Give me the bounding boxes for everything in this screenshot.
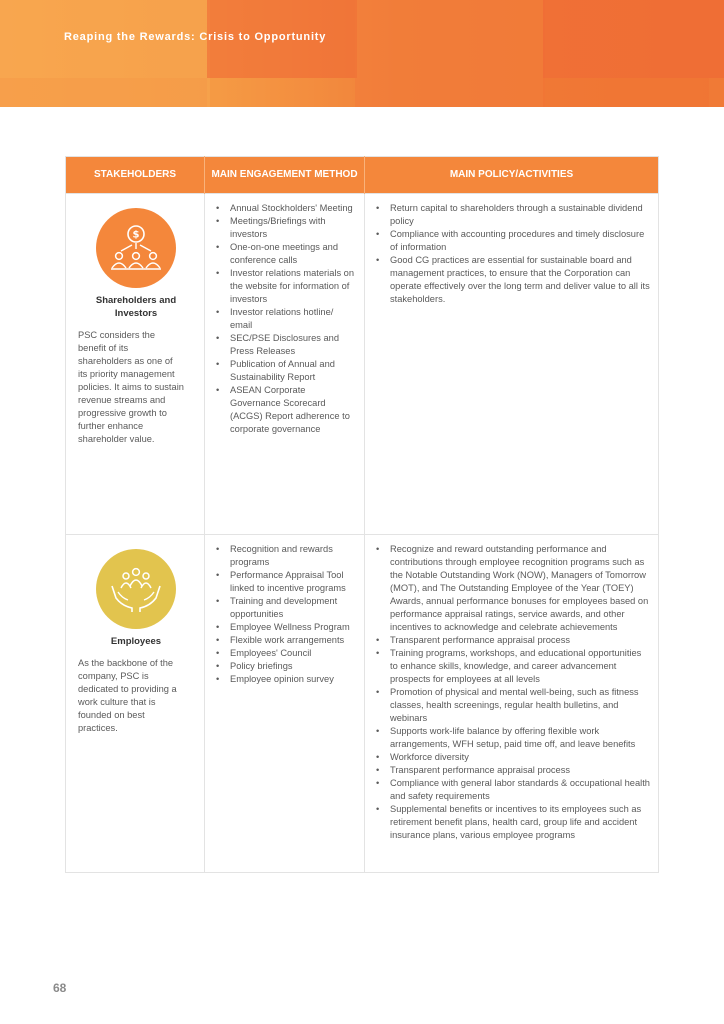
engagement-method-item: • Employee Wellness Program: [230, 621, 357, 634]
policy-activities-cell: [365, 535, 659, 873]
engagement-method-item: • ASEAN Corporate Governance Scorecard (ACGS) Report adherence to corporate governance: [230, 384, 357, 436]
policy-activity-item: • Transparent performance appraisal process: [390, 634, 651, 647]
policy-activities-list: [366, 536, 657, 850]
banner-block: [543, 78, 709, 107]
engagement-method-item: • Employees' Council: [230, 647, 357, 660]
engagement-method-item: • Annual Stockholders' Meeting: [230, 202, 357, 215]
policy-activity-item: • Transparent performance appraisal process: [390, 764, 651, 777]
engagement-method-item: • Training and development opportunities: [230, 595, 357, 621]
banner-block: [543, 0, 724, 78]
engagement-method-item: • SEC/PSE Disclosures and Press Releases: [230, 332, 357, 358]
people-in-hands-icon: [96, 549, 176, 629]
engagement-method-cell: [205, 535, 365, 873]
stakeholder-name: Shareholders and Investors: [95, 295, 177, 319]
table-row: [66, 535, 659, 873]
engagement-method-item: • Employee opinion survey: [230, 673, 357, 686]
engagement-method-cell: [205, 194, 365, 535]
engagement-method-item: • One-on-one meetings and conference calls: [230, 241, 357, 267]
policy-activity-item: • Workforce diversity: [390, 751, 651, 764]
stakeholder-table: [65, 156, 659, 873]
table-header-row: [66, 157, 659, 194]
engagement-method-item: • Flexible work arrangements: [230, 634, 357, 647]
engagement-method-list: [206, 536, 363, 694]
engagement-method-item: • Meetings/Briefings with investors: [230, 215, 357, 241]
policy-activity-item: • Compliance with general labor standards & occupational health and safety requirements: [390, 777, 651, 803]
header-banner: [0, 0, 724, 107]
engagement-method-item: • Investor relations materials on the website for information of investors: [230, 267, 357, 306]
banner-block: [355, 0, 545, 107]
column-header-stakeholders: STAKEHOLDERS: [66, 157, 205, 194]
money-network-icon: [96, 208, 176, 288]
page-number: 68: [53, 981, 67, 995]
policy-activity-item: • Supports work-life balance by offering flexible work arrangements, WFH setup, paid time off, and leave benefits: [390, 725, 651, 751]
policy-activity-item: • Compliance with accounting procedures and timely disclosure of information: [390, 228, 651, 254]
engagement-method-item: • Publication of Annual and Sustainability Report: [230, 358, 357, 384]
engagement-method-item: • Policy briefings: [230, 660, 357, 673]
stakeholder-cell: [66, 535, 205, 873]
table-row: [66, 194, 659, 535]
section-title: Reaping the Rewards: Crisis to Opportunity: [64, 31, 327, 43]
policy-activity-item: • Training programs, workshops, and educational opportunities to enhance skills, knowledge, and career advancement prospects for employees at all levels: [390, 647, 651, 686]
stakeholder-cell: [66, 194, 205, 535]
engagement-method-item: • Recognition and rewards programs: [230, 543, 357, 569]
policy-activities-list: [366, 195, 657, 314]
column-header-engagement-method: MAIN ENGAGEMENT METHOD: [205, 157, 365, 194]
column-header-policy-activities: MAIN POLICY/ACTIVITIES: [365, 157, 659, 194]
engagement-method-item: • Investor relations hotline/ email: [230, 306, 357, 332]
engagement-method-list: [206, 195, 363, 444]
svg-text:$: $: [132, 229, 140, 241]
policy-activity-item: • Supplemental benefits or incentives to its employees such as retirement benefit plans, health card, group life and accident insurance plans, various employee programs: [390, 803, 651, 842]
engagement-method-item: • Performance Appraisal Tool linked to incentive programs: [230, 569, 357, 595]
policy-activity-item: • Promotion of physical and mental well-being, such as fitness classes, health screenings, regular health bulletins, and webinars: [390, 686, 651, 725]
banner-block: [0, 78, 207, 107]
stakeholder-name: Employees: [110, 636, 162, 647]
policy-activity-item: • Good CG practices are essential for sustainable board and management practices, to ensure that the Corporation can operate effectively over the long term and deliver value to all its stakeholders.: [390, 254, 651, 306]
stakeholder-description: As the backbone of the company, PSC is dedicated to providing a work culture that is founded on best practices.: [78, 658, 177, 733]
policy-activity-item: • Recognize and reward outstanding performance and contributions through employee recognition programs such as the Notable Outstanding Work (NOW), Managers of Tomorrow (MOT), and The Outstanding Employee of the Year (TOEY) Awards, annual performance bonuses for employees based on performance appraisal ratings, service awards, and other incentives to acknowledge and celebrate achievements: [390, 543, 651, 634]
policy-activities-cell: [365, 194, 659, 535]
stakeholder-description: PSC considers the benefit of its shareholders as one of its priority management policies. It aims to sustain revenue streams and progressive growth to further enhance shareholder value.: [78, 330, 184, 444]
policy-activity-item: • Return capital to shareholders through a sustainable dividend policy: [390, 202, 651, 228]
